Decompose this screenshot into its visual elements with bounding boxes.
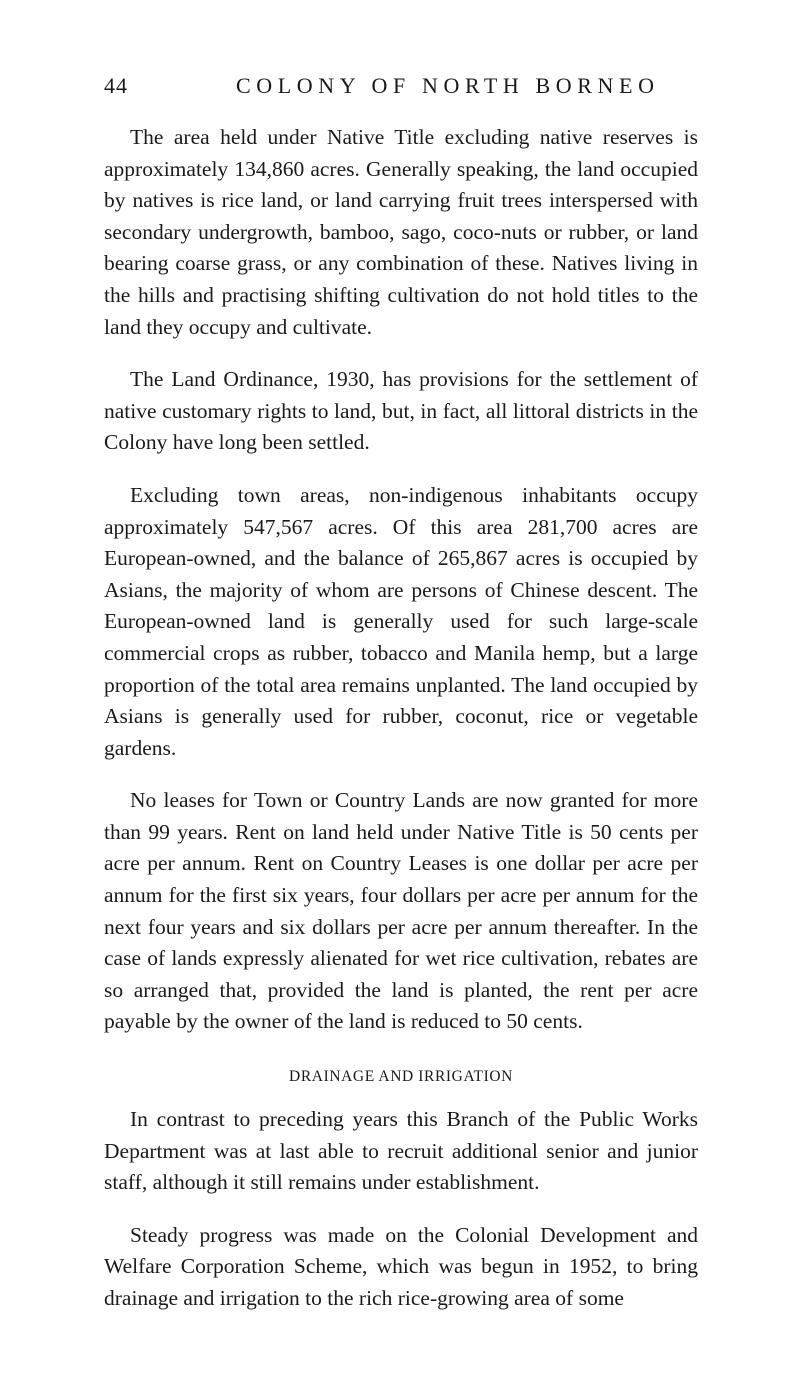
running-header-title: COLONY OF NORTH BORNEO xyxy=(236,73,660,98)
paragraph-non-indigenous-land: Excluding town areas, non-indigenous inhabitants occupy approximately 547,567 acres. Of this area 281,700 acres are European-owned, and the balance of 265,867 acres is occupied by Asians, the majority of whom are persons of Chinese descent. The European-owned land is generally used for such large-scale commercial crops as rubber, tobacco and Manila hemp, but a large proportion of the total area remains unplanted. The land occupied by Asians is generally used for rubber, coconut, rice or vegetable gardens. xyxy=(104,482,698,760)
running-header xyxy=(104,70,704,102)
paragraph-public-works-staff: In contrast to preceding years this Branch of the Public Works Department was at last able to recruit additional senior and junior staff, although it still remains under establishment. xyxy=(104,1107,698,1195)
page-number: 44 xyxy=(104,73,128,98)
paragraph-development-scheme: Steady progress was made on the Colonial Development and Welfare Corporation Scheme, which was begun in 1952, to bring drainage and irrigation to the rich rice-growing area of some xyxy=(104,1222,698,1310)
body-text xyxy=(104,122,698,1336)
paragraph-leases-and-rent: No leases for Town or Country Lands are now granted for more than 99 years. Rent on land held under Native Title is 50 cents per acre per annum. Rent on Country Leases is one dollar per acre per annum for the first six years, four dollars per acre per annum for the next four years and six dollars per acre per annum thereafter. In the case of lands expressly alienated for wet rice cultivation, rebates are so arranged that, provided the land is planted, the rent per acre payable by the owner of the land is reduced to 50 cents. xyxy=(104,788,698,1034)
paragraph-land-ordinance: The Land Ordinance, 1930, has provisions for the settlement of native customary rights to land, but, in fact, all littoral districts in the Colony have long been settled. xyxy=(104,367,698,455)
paragraph-native-title: The area held under Native Title excluding native reserves is approximately 134,860 acres. Generally speaking, the land occupied by natives is rice land, or land carrying fruit trees interspersed with secondary undergrowth, bamboo, sago, coco-nuts or rubber, or land bearing coarse grass, or any combination of these. Natives living in the hills and practising shifting cultivation do not hold titles to the land they occupy and cultivate. xyxy=(104,125,698,339)
section-heading: DRAINAGE AND IRRIGATION xyxy=(289,1068,513,1086)
